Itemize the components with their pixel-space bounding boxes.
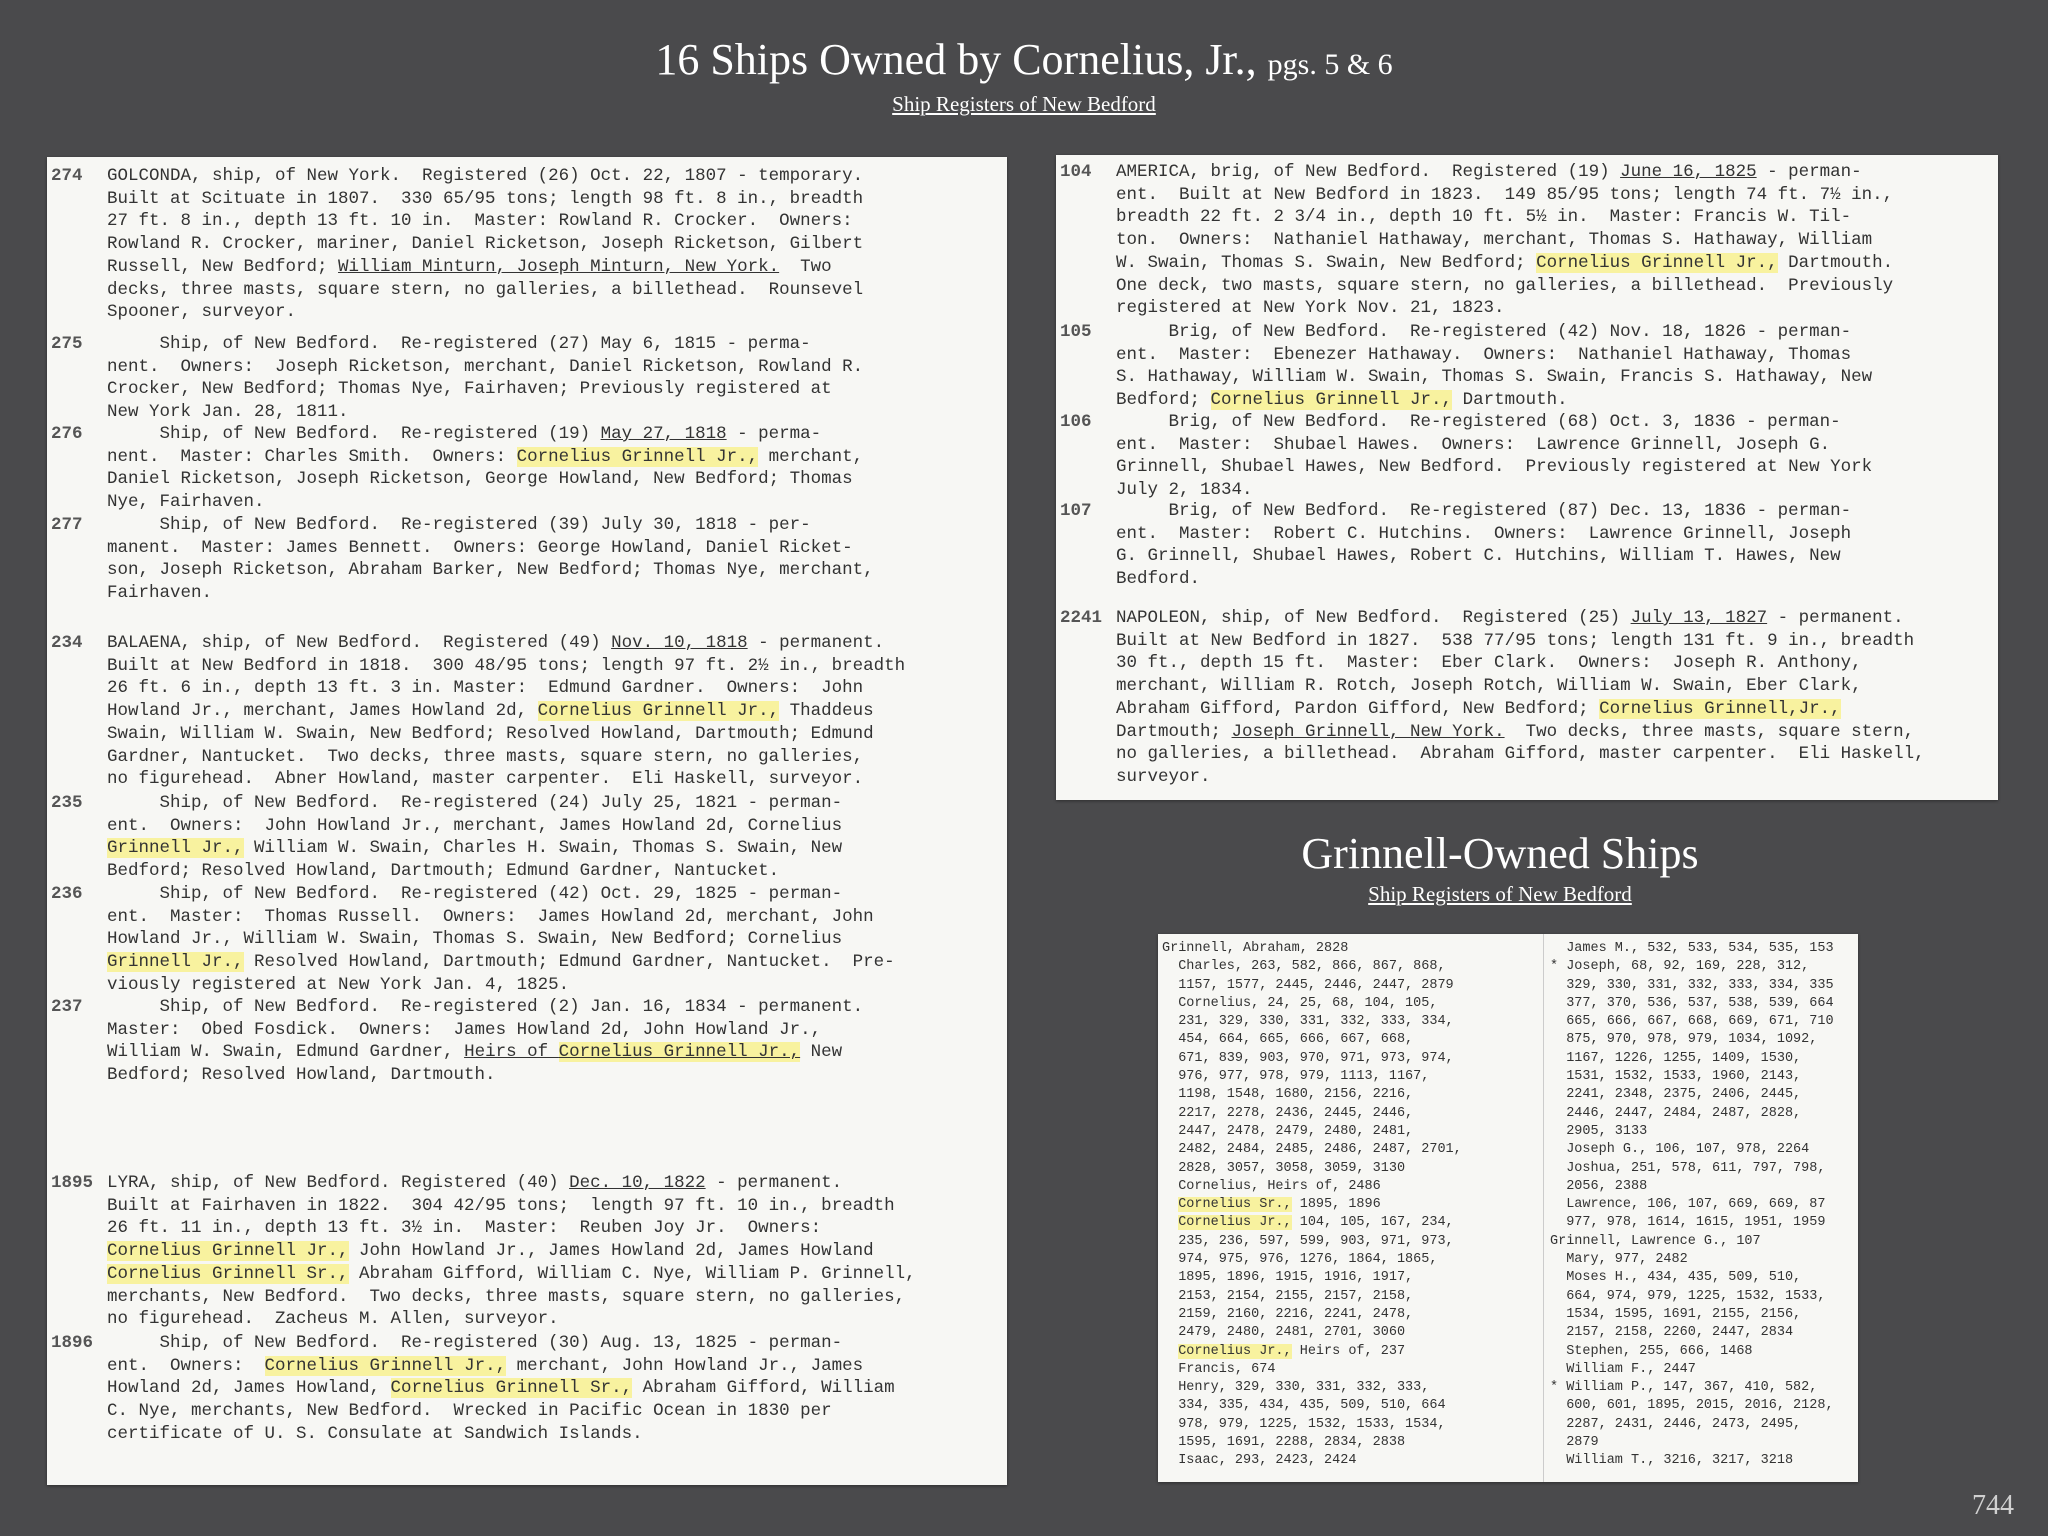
index-line: 334, 335, 434, 435, 509, 510, 664 — [1162, 1398, 1446, 1414]
index-line: 1167, 1226, 1255, 1409, 1530, — [1550, 1050, 1802, 1066]
index-line: * William P., 147, 367, 410, 582, — [1550, 1380, 1818, 1396]
index-line: Grinnell, Lawrence G., 107 — [1550, 1233, 1761, 1249]
index-line: 2056, 2388 — [1550, 1178, 1648, 1194]
index-line: 454, 664, 665, 666, 667, 668, — [1162, 1032, 1414, 1048]
index-line: Cornelius Jr., 104, 105, 167, 234, — [1178, 1215, 1454, 1231]
entry-text: BALAENA, ship, of New Bedford. Registered (49) Nov. 10, 1818 - permanent. Built at New Bedford in 1818. 300 48/95 tons; length 97 ft. 2½ in., breadth 26 ft. 6 in., depth 13 ft. 3 in. Master: Edmund Gardner. Owners: John Howland Jr., merchant, James Howland 2d, Cornelius Grinnell Jr., Thaddeus Swain, William W. Swain, New Bedford; Resolved Howland, Dartmouth; Edmund Gardner, Nantucket. Two decks, three masts, square stern, no galleries, no figurehead. Abner Howland, master carpenter. Eli Haskell, surveyor. — [107, 633, 906, 790]
entry-number: 277 — [51, 515, 83, 535]
entry-number: 107 — [1060, 501, 1092, 521]
entry-text: Ship, of New Bedford. Re-registered (42) Oct. 29, 1825 - perman- ent. Master: Thomas Russell. Owners: James Howland 2d, merchant, John Howland Jr., William W. Swain, Thomas S. Swain, New Bedford; Cornelius Grinnell Jr., Resolved Howland, Dartmouth; Edmund Gardner, Nantucket. Pre- viously registered at New York Jan. 4, 1825. — [107, 884, 895, 995]
index-line: Joshua, 251, 578, 611, 797, 798, — [1550, 1160, 1826, 1176]
entry-number: 2241 — [1060, 608, 1103, 628]
entry-text: GOLCONDA, ship, of New York. Registered (26) Oct. 22, 1807 - temporary. Built at Scituate in 1807. 330 65/95 tons; length 98 ft. 8 in., breadth 27 ft. 8 in., depth 13 ft. 10 in. Master: Rowland R. Crocker. Owners: Rowland R. Crocker, mariner, Daniel Ricketson, Joseph Ricketson, Gilbert Russell, New Bedford; William Minturn, Joseph Minturn, New York. Two decks, three masts, square stern, no galleries, a billethead. Rounsevel Spooner, surveyor. — [107, 166, 864, 323]
index-line: Stephen, 255, 666, 1468 — [1550, 1343, 1753, 1359]
index-line: 2905, 3133 — [1550, 1123, 1648, 1139]
entry-number: 274 — [51, 166, 83, 186]
index-line: 600, 601, 1895, 2015, 2016, 2128, — [1550, 1398, 1834, 1414]
index-line: 974, 975, 976, 1276, 1864, 1865, — [1162, 1252, 1438, 1268]
index-left-column — [1162, 940, 1462, 1471]
index-line: Henry, 329, 330, 331, 332, 333, — [1162, 1380, 1430, 1396]
left-register-scan — [47, 157, 1007, 1485]
index-line: 978, 979, 1225, 1532, 1533, 1534, — [1162, 1416, 1446, 1432]
index-line: 664, 974, 979, 1225, 1532, 1533, — [1550, 1288, 1826, 1304]
entry-text: LYRA, ship, of New Bedford. Registered (40) Dec. 10, 1822 - permanent. Built at Fairhaven in 1822. 304 42/95 tons; length 97 ft. 10 in., breadth 26 ft. 11 in., depth 13 ft. 3½ in. Master: Reuben Joy Jr. Owners: Cornelius Grinnell Jr., John Howland Jr., James Howland 2d, James Howland Cornelius Grinnell Sr., Abraham Gifford, William C. Nye, William P. Grinnell, merchants, New Bedford. Two decks, three masts, square stern, no galleries, no figurehead. Zacheus M. Allen, surveyor. — [107, 1173, 916, 1330]
index-line: * Joseph, 68, 92, 169, 228, 312, — [1550, 959, 1810, 975]
entry-number: 275 — [51, 334, 83, 354]
page-number: 744 — [1972, 1490, 2014, 1521]
entry-text: AMERICA, brig, of New Bedford. Registered (19) June 16, 1825 - perman- ent. Built at New Bedford in 1823. 149 85/95 tons; length 74 ft. 7½ in., breadth 22 ft. 2 3/4 in., depth 10 ft. 5½ in. Master: Francis W. Til- ton. Owners: Nathaniel Hathaway, merchant, Thomas S. Hathaway, William W. Swain, Thomas S. Swain, New Bedford; Cornelius Grinnell Jr., Dartmouth. One deck, two masts, square stern, no galleries, a billethead. Previously registered at New York Nov. 21, 1823. — [1116, 162, 1894, 319]
index-scan — [1158, 934, 1858, 1482]
index-line: Lawrence, 106, 107, 669, 669, 87 — [1550, 1197, 1826, 1213]
index-line: 329, 330, 331, 332, 333, 334, 335 — [1550, 977, 1834, 993]
index-line: Grinnell, Abraham, 2828 — [1162, 941, 1349, 956]
entry-number: 236 — [51, 884, 83, 904]
index-line: 875, 970, 978, 979, 1034, 1092, — [1550, 1032, 1818, 1048]
entry-number: 235 — [51, 793, 83, 813]
entry-text: Brig, of New Bedford. Re-registered (68) Oct. 3, 1836 - perman- ent. Master: Shubael Hawes. Owners: Lawrence Grinnell, Joseph G. Grinnell, Shubael Hawes, New Bedford. Previously registered at New York July 2, 1834. — [1116, 412, 1873, 501]
index-line: James M., 532, 533, 534, 535, 153 — [1550, 941, 1834, 956]
index-line: 1531, 1532, 1533, 1960, 2143, — [1550, 1069, 1802, 1085]
index-line: Cornelius, 24, 25, 68, 104, 105, — [1162, 995, 1438, 1011]
entry-number: 1896 — [51, 1333, 94, 1353]
index-line: William F., 2447 — [1550, 1361, 1696, 1377]
title-pages-text: pgs. 5 & 6 — [1267, 48, 1393, 81]
page-title — [0, 34, 2048, 85]
right-register-scan — [1056, 155, 1998, 800]
index-line: 2153, 2154, 2155, 2157, 2158, — [1162, 1288, 1414, 1304]
index-line: Cornelius, Heirs of, 2486 — [1162, 1178, 1381, 1194]
section-title: Grinnell-Owned Ships — [1301, 829, 1699, 878]
index-line: 976, 977, 978, 979, 1113, 1167, — [1162, 1069, 1430, 1085]
index-line: Isaac, 293, 2423, 2424 — [1162, 1453, 1357, 1469]
entry-number: 237 — [51, 997, 83, 1017]
section-subtitle[interactable]: Ship Registers of New Bedford — [1368, 882, 1632, 906]
index-line: 1534, 1595, 1691, 2155, 2156, — [1550, 1306, 1802, 1322]
entry-text: Ship, of New Bedford. Re-registered (19) May 27, 1818 - perma- nent. Master: Charles Smith. Owners: Cornelius Grinnell Jr., merchant, Daniel Ricketson, Joseph Ricketson, George Howland, New Bedford; Thomas Nye, Fairhaven. — [107, 424, 864, 513]
index-line: 1157, 1577, 2445, 2446, 2447, 2879 — [1162, 977, 1454, 993]
index-right-column — [1550, 940, 1834, 1471]
index-line: 2479, 2480, 2481, 2701, 3060 — [1162, 1325, 1406, 1341]
index-line: Moses H., 434, 435, 509, 510, — [1550, 1270, 1802, 1286]
entry-number: 1895 — [51, 1173, 94, 1193]
index-line: 231, 329, 330, 331, 332, 333, 334, — [1162, 1014, 1454, 1030]
index-line: Joseph G., 106, 107, 978, 2264 — [1550, 1142, 1810, 1158]
entry-number: 106 — [1060, 412, 1092, 432]
index-line: 2482, 2484, 2485, 2486, 2487, 2701, — [1162, 1142, 1462, 1158]
index-line: Francis, 674 — [1162, 1361, 1276, 1377]
entry-text: Ship, of New Bedford. Re-registered (30) Aug. 13, 1825 - perman- ent. Owners: Cornelius Grinnell Jr., merchant, John Howland Jr., James Howland 2d, James Howland, Cornelius Grinnell Sr., Abraham Gifford, William C. Nye, merchants, New Bedford. Wrecked in Pacific Ocean in 1830 per certificate of U. S. Consulate at Sandwich Islands. — [107, 1333, 895, 1444]
index-line: Cornelius Jr., Heirs of, 237 — [1178, 1343, 1406, 1359]
entry-number: 105 — [1060, 322, 1092, 342]
entry-text: Ship, of New Bedford. Re-registered (27) May 6, 1815 - perma- nent. Owners: Joseph Ricketson, merchant, Daniel Ricketson, Rowland R. Crocker, New Bedford; Thomas Nye, Fairhaven; Previously registered at New York Jan. 28, 1811. — [107, 334, 864, 423]
entry-text: Ship, of New Bedford. Re-registered (24) July 25, 1821 - perman- ent. Owners: John Howland Jr., merchant, James Howland 2d, Cornelius Grinnell Jr., William W. Swain, Charles H. Swain, Thomas S. Swain, New Bedford; Resolved Howland, Dartmouth; Edmund Gardner, Nantucket. — [107, 793, 843, 882]
entry-number: 276 — [51, 424, 83, 444]
index-line: 2217, 2278, 2436, 2445, 2446, — [1162, 1105, 1414, 1121]
index-line: 2446, 2447, 2484, 2487, 2828, — [1550, 1105, 1802, 1121]
index-divider — [1543, 934, 1544, 1482]
entry-text: Ship, of New Bedford. Re-registered (39) July 30, 1818 - per- manent. Master: James Bennett. Owners: George Howland, Daniel Ricket- son, Joseph Ricketson, Abraham Barker, New Bedford; Thomas Nye, merchant, Fairhaven. — [107, 515, 874, 604]
index-line: 671, 839, 903, 970, 971, 973, 974, — [1162, 1050, 1454, 1066]
index-line: 2159, 2160, 2216, 2241, 2478, — [1162, 1306, 1414, 1322]
entry-number: 104 — [1060, 162, 1092, 182]
page-subtitle[interactable]: Ship Registers of New Bedford — [892, 92, 1156, 116]
index-line: 2287, 2431, 2446, 2473, 2495, — [1550, 1416, 1802, 1432]
index-line: 2157, 2158, 2260, 2447, 2834 — [1550, 1325, 1794, 1341]
title-main-text: 16 Ships Owned by Cornelius, Jr., — [655, 35, 1257, 84]
index-line: 977, 978, 1614, 1615, 1951, 1959 — [1550, 1215, 1826, 1231]
index-line: 377, 370, 536, 537, 538, 539, 664 — [1550, 995, 1834, 1011]
index-line: 2447, 2478, 2479, 2480, 2481, — [1162, 1123, 1414, 1139]
entry-text: NAPOLEON, ship, of New Bedford. Registered (25) July 13, 1827 - permanent. Built at New Bedford in 1827. 538 77/95 tons; length 131 ft. 9 in., breadth 30 ft., depth 15 ft. Master: Eber Clark. Owners: Joseph R. Anthony, merchant, William R. Rotch, Joseph Rotch, William W. Swain, Eber Clark, Abraham Gifford, Pardon Gifford, New Bedford; Cornelius Grinnell,Jr., Dartmouth; Joseph Grinnell, New York. Two decks, three masts, square stern, no galleries, a billethead. Abraham Gifford, master carpenter. Eli Haskell, surveyor. — [1116, 608, 1925, 787]
index-line: 2241, 2348, 2375, 2406, 2445, — [1550, 1087, 1802, 1103]
index-line: 1198, 1548, 1680, 2156, 2216, — [1162, 1087, 1414, 1103]
index-line: Cornelius Sr., 1895, 1896 — [1178, 1197, 1381, 1213]
index-line: 235, 236, 597, 599, 903, 971, 973, — [1162, 1233, 1454, 1249]
entry-text: Brig, of New Bedford. Re-registered (87) Dec. 13, 1836 - perman- ent. Master: Robert C. Hutchins. Owners: Lawrence Grinnell, Joseph G. Grinnell, Shubael Hawes, Robert C. Hutchins, William T. Hawes, New Bedford. — [1116, 501, 1852, 590]
index-line: William T., 3216, 3217, 3218 — [1550, 1453, 1794, 1469]
index-line: 665, 666, 667, 668, 669, 671, 710 — [1550, 1014, 1834, 1030]
index-line: 1895, 1896, 1915, 1916, 1917, — [1162, 1270, 1414, 1286]
index-line: 2879 — [1550, 1435, 1599, 1451]
index-line: 1595, 1691, 2288, 2834, 2838 — [1162, 1435, 1406, 1451]
entry-text: Brig, of New Bedford. Re-registered (42) Nov. 18, 1826 - perman- ent. Master: Ebenezer Hathaway. Owners: Nathaniel Hathaway, Thomas S. Hathaway, William W. Swain, Thomas S. Swain, Francis S. Hathaway, New Bedford; Cornelius Grinnell Jr., Dartmouth. — [1116, 322, 1873, 411]
index-line: Mary, 977, 2482 — [1550, 1252, 1688, 1268]
index-line: Charles, 263, 582, 866, 867, 868, — [1162, 959, 1446, 975]
index-line: 2828, 3057, 3058, 3059, 3130 — [1162, 1160, 1406, 1176]
entry-number: 234 — [51, 633, 83, 653]
entry-text: Ship, of New Bedford. Re-registered (2) Jan. 16, 1834 - permanent. Master: Obed Fosdick. Owners: James Howland 2d, John Howland Jr., William W. Swain, Edmund Gardner, Heirs of Cornelius Grinnell Jr., New Bedford; Resolved Howland, Dartmouth. — [107, 997, 864, 1086]
